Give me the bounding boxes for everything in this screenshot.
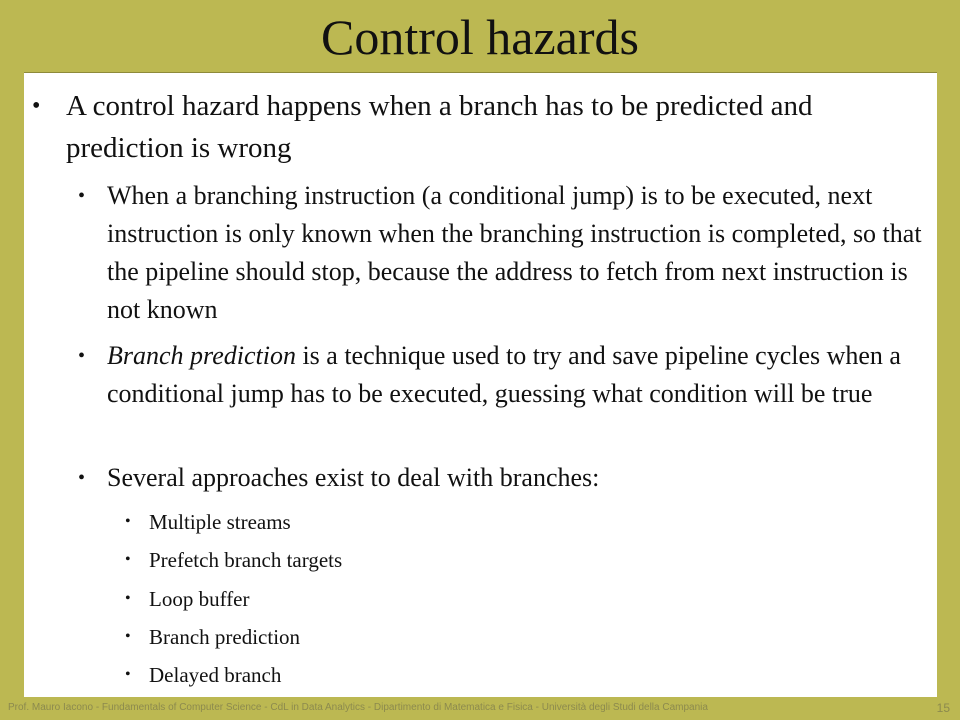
bullet-emphasis: Branch prediction bbox=[107, 341, 296, 370]
bullet-level3 bbox=[125, 507, 905, 537]
bullet-dot: • bbox=[32, 93, 41, 119]
bullet-level1 bbox=[32, 85, 912, 169]
bullet-level3 bbox=[125, 584, 905, 614]
bullet-level2 bbox=[78, 177, 936, 329]
bullet-level3 bbox=[125, 622, 905, 652]
bullet-dot: • bbox=[125, 513, 131, 530]
slide-title: Control hazards bbox=[321, 9, 639, 65]
bullet-text: Prefetch branch targets bbox=[149, 548, 343, 572]
bullet-text: Loop buffer bbox=[149, 587, 250, 611]
slide-footer: Prof. Mauro Iacono - Fundamentals of Computer Science - CdL in Data Analytics - Dipartimento di Matematica e Fisica - Università degli Studi della Campania bbox=[8, 702, 708, 713]
bullet-text-rest: is a technique used to try and save pipeline cycles when a conditional jump has to be executed, guessing what condition will be true bbox=[107, 341, 901, 408]
bullet-level2 bbox=[78, 337, 936, 413]
bullet-text: Multiple streams bbox=[149, 510, 291, 534]
bullet-text: Delayed branch bbox=[149, 663, 282, 687]
bullet-level3 bbox=[125, 660, 905, 690]
page-number: 15 bbox=[936, 701, 950, 715]
bullet-dot: • bbox=[78, 185, 86, 207]
bullet-level2 bbox=[78, 459, 936, 497]
bullet-text: Several approaches exist to deal with branches: bbox=[107, 463, 600, 492]
bullet-text: Branch prediction bbox=[149, 625, 301, 649]
bullet-text: A control hazard happens when a branch has to be predicted and prediction is wrong bbox=[66, 90, 813, 164]
bullet-dot: • bbox=[78, 467, 86, 489]
bullet-dot: • bbox=[125, 628, 131, 645]
bullet-dot: • bbox=[125, 551, 131, 568]
bullet-dot: • bbox=[125, 666, 131, 683]
slide-content bbox=[24, 72, 937, 697]
bullet-level3 bbox=[125, 545, 905, 575]
bullet-dot: • bbox=[125, 590, 131, 607]
bullet-text bbox=[78, 337, 936, 413]
bullet-text: When a branching instruction (a conditional jump) is to be executed, next instruction is only known when the branching instruction is completed, so that the pipeline should stop, because the address to fetch from next instruction is not known bbox=[107, 181, 922, 324]
bullet-dot: • bbox=[78, 345, 86, 367]
